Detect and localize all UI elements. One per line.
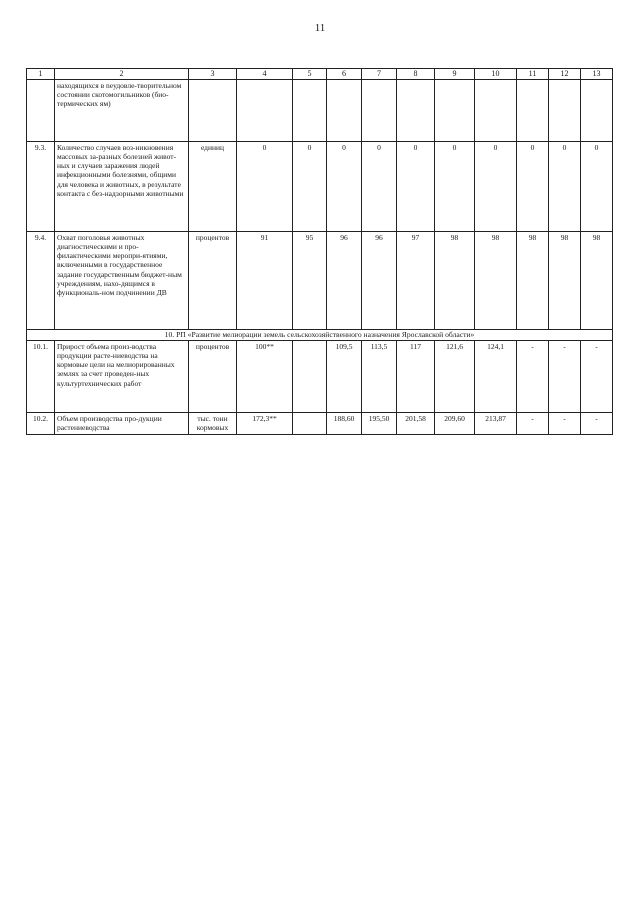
value-cell: 98 [435, 232, 475, 330]
value-cell: - [517, 341, 549, 413]
column-number: 8 [397, 69, 435, 80]
unit-cell: процентов [189, 341, 237, 413]
value-cell: 117 [397, 341, 435, 413]
value-cell: 124,1 [475, 341, 517, 413]
value-cell: 97 [397, 232, 435, 330]
value-cell: 0 [293, 142, 327, 232]
value-cell [293, 341, 327, 413]
value-cell: - [549, 413, 581, 435]
value-cell: 98 [517, 232, 549, 330]
value-cell: 201,58 [397, 413, 435, 435]
value-cell: 0 [549, 142, 581, 232]
value-cell: 98 [581, 232, 613, 330]
table-row [27, 341, 613, 413]
column-number: 12 [549, 69, 581, 80]
value-cell [362, 80, 397, 142]
value-cell [475, 80, 517, 142]
column-number: 11 [517, 69, 549, 80]
column-number: 2 [55, 69, 189, 80]
value-cell: 0 [327, 142, 362, 232]
unit-cell: единиц [189, 142, 237, 232]
value-cell: 98 [475, 232, 517, 330]
section-title: 10. РП «Развитие мелиорации земель сельскохозяйственного назначения Ярославской области» [27, 330, 613, 341]
value-cell [397, 80, 435, 142]
value-cell [435, 80, 475, 142]
value-cell [293, 413, 327, 435]
value-cell: 0 [435, 142, 475, 232]
column-number: 7 [362, 69, 397, 80]
value-cell: 96 [362, 232, 397, 330]
value-cell [581, 80, 613, 142]
column-number: 9 [435, 69, 475, 80]
column-number: 3 [189, 69, 237, 80]
value-cell [549, 80, 581, 142]
value-cell: 113,5 [362, 341, 397, 413]
value-cell: 121,6 [435, 341, 475, 413]
indicators-table [26, 68, 613, 435]
row-number [27, 80, 55, 142]
indicator-name: Охват поголовья животных диагностическими и про-филактическими меропри-ятиями, включенными в государственное задание государственным бюджет-ным учреждениям, нахо-дящимся в функциональ-ном подчинении ДВ [55, 232, 189, 330]
row-number: 9.3. [27, 142, 55, 232]
value-cell: - [549, 341, 581, 413]
table-row [27, 413, 613, 435]
column-number: 6 [327, 69, 362, 80]
column-number: 1 [27, 69, 55, 80]
value-cell: 0 [237, 142, 293, 232]
value-cell: - [581, 341, 613, 413]
row-number: 9.4. [27, 232, 55, 330]
value-cell: 109,5 [327, 341, 362, 413]
indicator-name: Количество случаев воз-никновения массовых за-разных болезней живот-ных и случаев заражения людей инфекционными болезнями, общими для человека и животных, в результате контакта с без-надзорными животными [55, 142, 189, 232]
value-cell: 172,3** [237, 413, 293, 435]
value-cell: 96 [327, 232, 362, 330]
page-number: 11 [314, 22, 326, 34]
value-cell [237, 80, 293, 142]
value-cell: 0 [475, 142, 517, 232]
column-number: 10 [475, 69, 517, 80]
table-row [27, 232, 613, 330]
value-cell: 213,87 [475, 413, 517, 435]
value-cell: 100** [237, 341, 293, 413]
value-cell [189, 80, 237, 142]
value-cell: 95 [293, 232, 327, 330]
value-cell: 195,50 [362, 413, 397, 435]
unit-cell: процентов [189, 232, 237, 330]
table-row [27, 80, 613, 142]
table-row [27, 142, 613, 232]
value-cell: 0 [581, 142, 613, 232]
indicator-name: Объем производства про-дукции растениеводства [55, 413, 189, 435]
value-cell [327, 80, 362, 142]
value-cell: 0 [362, 142, 397, 232]
value-cell: - [517, 413, 549, 435]
value-cell: 98 [549, 232, 581, 330]
column-number-row [27, 69, 613, 80]
section-heading-row [27, 330, 613, 341]
unit-cell: тыс. тонн кормовых [189, 413, 237, 435]
value-cell [517, 80, 549, 142]
row-number: 10.1. [27, 341, 55, 413]
column-number: 13 [581, 69, 613, 80]
column-number: 4 [237, 69, 293, 80]
value-cell: 91 [237, 232, 293, 330]
indicator-name: Прирост объема произ-водства продукции расте-ниеводства на кормовые цели на мелиорированных землях за счет проведен-ных культуртехнических работ [55, 341, 189, 413]
row-number: 10.2. [27, 413, 55, 435]
value-cell: - [581, 413, 613, 435]
value-cell: 0 [397, 142, 435, 232]
value-cell: 209,60 [435, 413, 475, 435]
indicator-name: находящихся в neудовле-творительном состоянии скотомогильников (био-термических ям) [55, 80, 189, 142]
value-cell [293, 80, 327, 142]
value-cell: 188,60 [327, 413, 362, 435]
value-cell: 0 [517, 142, 549, 232]
table-body [27, 69, 613, 435]
column-number: 5 [293, 69, 327, 80]
